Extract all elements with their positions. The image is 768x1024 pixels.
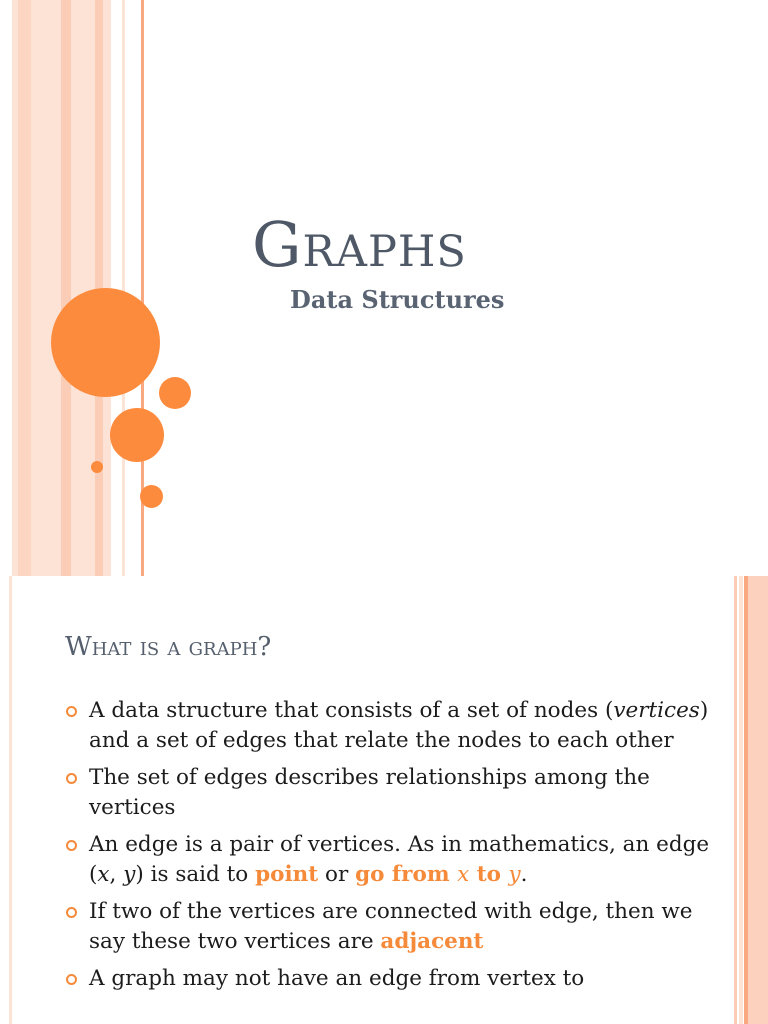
bullet-item	[66, 763, 726, 823]
bullet-text: An edge is a pair of vertices. As in mathematics, an edge (	[89, 832, 710, 887]
bullet-circle-icon	[66, 840, 77, 851]
highlight-term: point	[255, 862, 319, 887]
bullet-text-italic: x	[97, 862, 110, 887]
bullet-text: or	[318, 862, 356, 887]
decorative-stripe	[739, 576, 743, 1024]
decorative-stripe	[122, 0, 125, 576]
content-slide	[0, 576, 768, 1024]
bullet-text: ) and a set of edges that relate the nodes to each other	[89, 698, 709, 753]
highlight-term-italic: y	[508, 862, 521, 887]
decorative-circle-large	[51, 288, 160, 397]
bullet-text-italic: vertices	[613, 698, 700, 723]
bullet-item	[66, 897, 726, 957]
slide-title: What is a graph?	[65, 632, 272, 662]
bullet-text: A data structure that consists of a set of nodes (	[89, 698, 614, 723]
decorative-stripe	[734, 576, 737, 1024]
decorative-circle-small	[91, 461, 103, 473]
slide-subtitle: Data Structures	[290, 285, 505, 314]
bullet-text: .	[520, 862, 528, 887]
slide-title: Graphs	[252, 208, 467, 281]
bullet-text: A graph may not have an edge from vertex to	[89, 966, 585, 991]
bullet-item	[66, 696, 726, 756]
bullet-list	[66, 696, 726, 1001]
bullet-text: The set of edges describes relationships among the vertices	[89, 765, 650, 820]
bullet-item	[66, 964, 726, 994]
decorative-stripe	[71, 0, 95, 576]
bullet-text: ) is said to	[135, 862, 256, 887]
bullet-text: If two of the vertices are connected with edge, then we say these two vertices are	[89, 899, 693, 954]
decorative-circle	[110, 408, 164, 462]
decorative-stripe	[31, 0, 61, 576]
decorative-circle	[140, 485, 163, 508]
decorative-circle	[159, 377, 191, 409]
bullet-circle-icon	[66, 907, 77, 918]
bullet-circle-icon	[66, 974, 77, 985]
bullet-circle-icon	[66, 706, 77, 717]
decorative-stripe	[9, 576, 12, 1024]
highlight-term: adjacent	[380, 929, 484, 954]
bullet-item	[66, 830, 726, 890]
bullet-text-italic: y	[123, 862, 136, 887]
decorative-stripe	[748, 576, 768, 1024]
highlight-term-italic: x	[457, 862, 470, 887]
decorative-stripe	[18, 0, 31, 576]
bullet-circle-icon	[66, 773, 77, 784]
highlight-term: go from	[355, 862, 458, 887]
decorative-stripe	[61, 0, 71, 576]
bullet-text: ,	[109, 862, 124, 887]
highlight-term: to	[469, 862, 509, 887]
